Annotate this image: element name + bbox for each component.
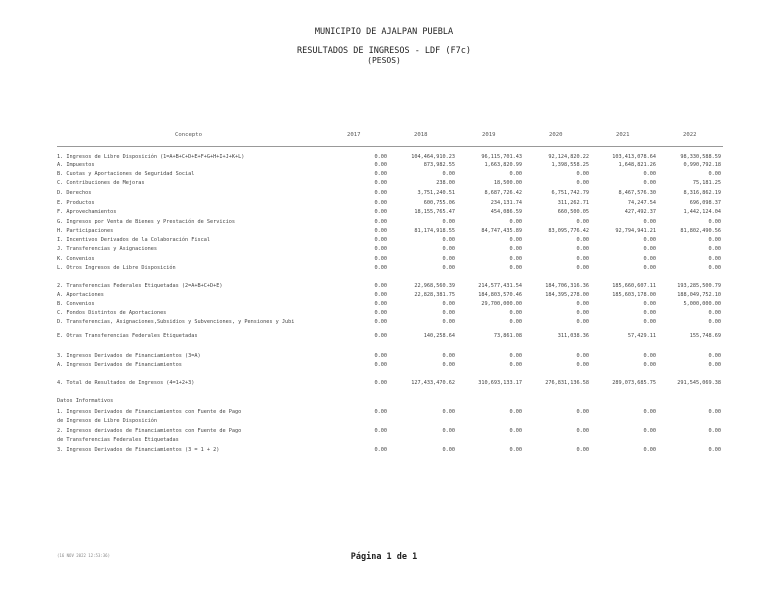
row-label: K. Convenios bbox=[57, 256, 95, 262]
row-value-2022: 0.00 bbox=[708, 353, 721, 359]
row-value-2017: 0.00 bbox=[374, 180, 387, 186]
row-value-2019: 234,131.74 bbox=[490, 200, 522, 206]
row-value-2021: 0.00 bbox=[643, 310, 656, 316]
row-label: A. Ingresos Derivados de Financiamientos bbox=[57, 362, 182, 368]
row-value-2018: 3,751,240.51 bbox=[417, 190, 455, 196]
row-label: J. Transferencias y Asignaciones bbox=[57, 246, 157, 252]
table-row bbox=[0, 265, 768, 273]
row-value-2019: 0.00 bbox=[509, 256, 522, 262]
row-value-2019: 0.00 bbox=[509, 319, 522, 325]
row-value-2018: 0.00 bbox=[442, 171, 455, 177]
row-value-2021: 0.00 bbox=[643, 246, 656, 252]
row-value-2021: 0.00 bbox=[643, 409, 656, 415]
row-value-2019: 73,861.08 bbox=[493, 333, 522, 339]
row-label: E. Productos bbox=[57, 200, 95, 206]
row-label: 1. Ingresos Derivados de Financiamientos con Fuente de Pago bbox=[57, 409, 242, 415]
row-value-2019: 310,693,133.17 bbox=[478, 380, 522, 386]
row-label: G. Ingresos por Venta de Bienes y Prestación de Servicios bbox=[57, 219, 236, 225]
row-value-2017: 0.00 bbox=[374, 190, 387, 196]
row-value-2018: 0.00 bbox=[442, 246, 455, 252]
row-label: 2. Transferencias Federales Etiquetadas (2=A+B+C+D+E) bbox=[57, 283, 223, 289]
row-value-2019: 0.00 bbox=[509, 362, 522, 368]
row-value-2018: 104,464,910.23 bbox=[411, 154, 455, 160]
row-value-2019: 184,803,570.46 bbox=[478, 292, 522, 298]
row-value-2019: 96,115,701.43 bbox=[481, 154, 522, 160]
row-value-2021: 0.00 bbox=[643, 319, 656, 325]
row-value-2018: 238.00 bbox=[436, 180, 455, 186]
row-label: de Ingresos de Libre Disposición bbox=[57, 418, 157, 424]
table-row bbox=[0, 237, 768, 245]
row-value-2019: 0.00 bbox=[509, 447, 522, 453]
table-row bbox=[0, 219, 768, 227]
row-value-2017: 0.00 bbox=[374, 219, 387, 225]
row-value-2021: 289,073,685.75 bbox=[612, 380, 656, 386]
row-label: 4. Total de Resultados de Ingresos (4=1+2+3) bbox=[57, 380, 195, 386]
table-row bbox=[0, 409, 768, 417]
row-label: D. Derechos bbox=[57, 190, 92, 196]
row-value-2018: 873,982.55 bbox=[423, 162, 455, 168]
row-value-2017: 0.00 bbox=[374, 447, 387, 453]
row-label: A. Impuestos bbox=[57, 162, 95, 168]
row-value-2017: 0.00 bbox=[374, 362, 387, 368]
column-header-2019: 2019 bbox=[482, 132, 496, 138]
table-row bbox=[0, 310, 768, 318]
column-header-concepto: Concepto bbox=[175, 132, 202, 138]
row-label: 3. Ingresos Derivados de Financiamientos (3=A) bbox=[57, 353, 201, 359]
table-row bbox=[0, 362, 768, 370]
row-value-2019: 0.00 bbox=[509, 353, 522, 359]
row-value-2018: 0.00 bbox=[442, 319, 455, 325]
row-value-2022: 0.00 bbox=[708, 237, 721, 243]
table-row bbox=[0, 180, 768, 188]
column-header-2020: 2020 bbox=[549, 132, 563, 138]
row-value-2020: 0.00 bbox=[576, 319, 589, 325]
row-value-2020: 276,831,136.58 bbox=[545, 380, 589, 386]
row-value-2022: 0.00 bbox=[708, 362, 721, 368]
row-value-2018: 81,174,918.55 bbox=[414, 228, 455, 234]
row-value-2017: 0.00 bbox=[374, 265, 387, 271]
row-value-2022: 98,330,588.59 bbox=[680, 154, 721, 160]
row-value-2020: 311,262.71 bbox=[557, 200, 589, 206]
row-value-2022: 0.00 bbox=[708, 171, 721, 177]
row-value-2020: 0.00 bbox=[576, 180, 589, 186]
row-value-2021: 0.00 bbox=[643, 171, 656, 177]
row-value-2017: 0.00 bbox=[374, 428, 387, 434]
row-value-2020: 6,751,742.79 bbox=[551, 190, 589, 196]
report-title: RESULTADOS DE INGRESOS - LDF (F7c) bbox=[297, 46, 471, 56]
table-row bbox=[0, 380, 768, 388]
table-row bbox=[0, 190, 768, 198]
row-value-2018: 0.00 bbox=[442, 219, 455, 225]
row-value-2018: 140,258.64 bbox=[423, 333, 455, 339]
row-value-2022: 0.00 bbox=[708, 246, 721, 252]
row-value-2020: 0.00 bbox=[576, 171, 589, 177]
row-value-2021: 0.00 bbox=[643, 353, 656, 359]
row-value-2019: 0.00 bbox=[509, 246, 522, 252]
row-value-2020: 0.00 bbox=[576, 409, 589, 415]
table-row bbox=[0, 353, 768, 361]
row-value-2019: 0.00 bbox=[509, 219, 522, 225]
row-value-2021: 0.00 bbox=[643, 256, 656, 262]
row-value-2018: 0.00 bbox=[442, 447, 455, 453]
table-row bbox=[0, 246, 768, 254]
row-label: L. Otros Ingresos de Libre Disposición bbox=[57, 265, 176, 271]
row-value-2020: 0.00 bbox=[576, 447, 589, 453]
row-value-2022: 81,802,490.56 bbox=[680, 228, 721, 234]
row-value-2021: 74,247.54 bbox=[627, 200, 656, 206]
row-value-2020: 0.00 bbox=[576, 362, 589, 368]
table-row bbox=[0, 154, 768, 162]
row-value-2022: 0.00 bbox=[708, 409, 721, 415]
print-timestamp: (16 NOV 2022 12:53:36) bbox=[57, 553, 110, 558]
column-header-2017: 2017 bbox=[347, 132, 361, 138]
row-value-2020: 0.00 bbox=[576, 219, 589, 225]
row-value-2017: 0.00 bbox=[374, 256, 387, 262]
row-value-2021: 0.00 bbox=[643, 265, 656, 271]
header-divider bbox=[57, 146, 723, 147]
row-value-2018: 600,755.06 bbox=[423, 200, 455, 206]
row-value-2019: 214,577,431.54 bbox=[478, 283, 522, 289]
row-value-2017: 0.00 bbox=[374, 246, 387, 252]
row-value-2018: 0.00 bbox=[442, 265, 455, 271]
table-row bbox=[0, 283, 768, 291]
row-value-2022: 8,316,862.19 bbox=[683, 190, 721, 196]
row-value-2019: 8,687,726.42 bbox=[484, 190, 522, 196]
table-row bbox=[0, 162, 768, 170]
row-label: I. Incentivos Derivados de la Colaboración Fiscal bbox=[57, 237, 211, 243]
row-value-2022: 0.00 bbox=[708, 447, 721, 453]
row-value-2021: 8,467,576.30 bbox=[618, 190, 656, 196]
row-value-2017: 0.00 bbox=[374, 283, 387, 289]
row-value-2017: 0.00 bbox=[374, 292, 387, 298]
row-value-2020: 1,398,558.25 bbox=[551, 162, 589, 168]
row-value-2018: 22,968,560.39 bbox=[414, 283, 455, 289]
row-label: H. Participaciones bbox=[57, 228, 114, 234]
row-value-2022: 0.00 bbox=[708, 219, 721, 225]
row-value-2018: 18,155,765.47 bbox=[414, 209, 455, 215]
row-value-2018: 0.00 bbox=[442, 301, 455, 307]
row-value-2021: 427,492.37 bbox=[624, 209, 656, 215]
table-row bbox=[0, 256, 768, 264]
row-value-2020: 92,124,820.22 bbox=[548, 154, 589, 160]
row-value-2018: 0.00 bbox=[442, 428, 455, 434]
row-value-2022: 155,748.69 bbox=[689, 333, 721, 339]
row-value-2018: 0.00 bbox=[442, 353, 455, 359]
row-value-2018: 0.00 bbox=[442, 256, 455, 262]
row-value-2017: 0.00 bbox=[374, 301, 387, 307]
row-value-2017: 0.00 bbox=[374, 333, 387, 339]
row-value-2021: 0.00 bbox=[643, 428, 656, 434]
row-value-2022: 0.00 bbox=[708, 256, 721, 262]
row-value-2022: 188,049,752.10 bbox=[677, 292, 721, 298]
row-label: de Transferencias Federales Etiquetadas bbox=[57, 437, 179, 443]
row-value-2019: 0.00 bbox=[509, 171, 522, 177]
row-value-2019: 0.00 bbox=[509, 409, 522, 415]
row-value-2021: 0.00 bbox=[643, 219, 656, 225]
row-value-2021: 92,794,941.21 bbox=[615, 228, 656, 234]
row-value-2020: 311,038.36 bbox=[557, 333, 589, 339]
row-label: A. Aportaciones bbox=[57, 292, 104, 298]
row-label: F. Aprovechamientos bbox=[57, 209, 117, 215]
row-value-2019: 454,086.59 bbox=[490, 209, 522, 215]
municipality-title: MUNICIPIO DE AJALPAN PUEBLA bbox=[314, 27, 454, 37]
table-row bbox=[0, 171, 768, 179]
row-value-2017: 0.00 bbox=[374, 237, 387, 243]
row-value-2019: 29,700,000.00 bbox=[481, 301, 522, 307]
row-value-2019: 0.00 bbox=[509, 265, 522, 271]
page-number: Página 1 de 1 bbox=[350, 552, 418, 562]
row-value-2020: 0.00 bbox=[576, 265, 589, 271]
row-value-2017: 0.00 bbox=[374, 154, 387, 160]
row-value-2022: 291,545,069.38 bbox=[677, 380, 721, 386]
row-value-2020: 0.00 bbox=[576, 301, 589, 307]
row-value-2021: 103,413,078.64 bbox=[612, 154, 656, 160]
row-value-2020: 184,395,278.00 bbox=[545, 292, 589, 298]
row-value-2018: 0.00 bbox=[442, 237, 455, 243]
row-value-2022: 0.00 bbox=[708, 428, 721, 434]
row-label: C. Fondos Distintos de Aportaciones bbox=[57, 310, 167, 316]
row-label: 3. Ingresos Derivados de Financiamientos (3 = 1 + 2) bbox=[57, 447, 220, 453]
row-value-2018: 0.00 bbox=[442, 409, 455, 415]
row-value-2019: 1,663,820.99 bbox=[484, 162, 522, 168]
row-label: E. Otras Transferencias Federales Etiquetadas bbox=[57, 333, 198, 339]
row-label: B. Convenios bbox=[57, 301, 95, 307]
row-value-2017: 0.00 bbox=[374, 310, 387, 316]
table-row bbox=[0, 437, 768, 445]
row-value-2020: 0.00 bbox=[576, 428, 589, 434]
column-header-2018: 2018 bbox=[414, 132, 428, 138]
table-row bbox=[0, 200, 768, 208]
row-value-2018: 0.00 bbox=[442, 362, 455, 368]
row-value-2021: 1,648,821.26 bbox=[618, 162, 656, 168]
row-value-2018: 127,433,470.62 bbox=[411, 380, 455, 386]
table-row bbox=[0, 292, 768, 300]
row-value-2022: 1,442,124.04 bbox=[683, 209, 721, 215]
table-row bbox=[0, 333, 768, 341]
row-value-2019: 0.00 bbox=[509, 428, 522, 434]
row-value-2018: 0.00 bbox=[442, 310, 455, 316]
row-value-2020: 0.00 bbox=[576, 237, 589, 243]
row-value-2020: 184,706,316.36 bbox=[545, 283, 589, 289]
row-value-2022: 0.00 bbox=[708, 319, 721, 325]
row-value-2022: 193,285,500.79 bbox=[677, 283, 721, 289]
table-row bbox=[0, 209, 768, 217]
row-value-2021: 0.00 bbox=[643, 180, 656, 186]
row-label: Datos Informativos bbox=[57, 398, 114, 404]
row-value-2020: 0.00 bbox=[576, 246, 589, 252]
row-value-2021: 0.00 bbox=[643, 447, 656, 453]
row-value-2022: 75,181.25 bbox=[692, 180, 721, 186]
row-value-2021: 57,429.11 bbox=[627, 333, 656, 339]
row-value-2019: 84,747,435.89 bbox=[481, 228, 522, 234]
row-value-2017: 0.00 bbox=[374, 409, 387, 415]
table-row bbox=[0, 418, 768, 426]
row-value-2021: 0.00 bbox=[643, 362, 656, 368]
row-value-2019: 0.00 bbox=[509, 237, 522, 243]
row-label: B. Cuotas y Aportaciones de Seguridad Social bbox=[57, 171, 195, 177]
row-value-2019: 0.00 bbox=[509, 310, 522, 316]
table-row bbox=[0, 447, 768, 455]
row-value-2022: 0.00 bbox=[708, 265, 721, 271]
table-row bbox=[0, 319, 768, 327]
row-value-2017: 0.00 bbox=[374, 200, 387, 206]
row-value-2022: 0.00 bbox=[708, 310, 721, 316]
row-value-2017: 0.00 bbox=[374, 228, 387, 234]
row-value-2021: 0.00 bbox=[643, 237, 656, 243]
row-value-2017: 0.00 bbox=[374, 319, 387, 325]
row-value-2020: 0.00 bbox=[576, 310, 589, 316]
row-value-2022: 5,000,000.00 bbox=[683, 301, 721, 307]
row-value-2017: 0.00 bbox=[374, 162, 387, 168]
row-value-2022: 696,098.37 bbox=[689, 200, 721, 206]
report-units: (PESOS) bbox=[367, 56, 401, 65]
table-row bbox=[0, 398, 768, 406]
column-header-2021: 2021 bbox=[616, 132, 630, 138]
row-label: 2. Ingresos derivados de Financiamientos con Fuente de Pago bbox=[57, 428, 242, 434]
row-label: 1. Ingresos de Libre Disposición (1=A+B+C+D+E+F+G+H+I+J+K+L) bbox=[57, 154, 245, 160]
row-value-2021: 0.00 bbox=[643, 301, 656, 307]
row-value-2020: 660,500.05 bbox=[557, 209, 589, 215]
table-row bbox=[0, 428, 768, 436]
row-value-2019: 18,500.00 bbox=[493, 180, 522, 186]
row-value-2018: 22,828,381.75 bbox=[414, 292, 455, 298]
row-value-2017: 0.00 bbox=[374, 171, 387, 177]
row-value-2020: 0.00 bbox=[576, 353, 589, 359]
row-value-2017: 0.00 bbox=[374, 380, 387, 386]
table-row bbox=[0, 301, 768, 309]
row-value-2021: 185,660,607.11 bbox=[612, 283, 656, 289]
row-value-2020: 0.00 bbox=[576, 256, 589, 262]
row-value-2017: 0.00 bbox=[374, 209, 387, 215]
row-value-2017: 0.00 bbox=[374, 353, 387, 359]
table-row bbox=[0, 228, 768, 236]
row-value-2021: 185,603,178.00 bbox=[612, 292, 656, 298]
row-value-2022: 0,990,792.18 bbox=[683, 162, 721, 168]
column-header-2022: 2022 bbox=[683, 132, 697, 138]
row-value-2020: 83,095,776.42 bbox=[548, 228, 589, 234]
row-label: D. Transferencias, Asignaciones,Subsidios y Subvenciones, y Pensiones y Jubi bbox=[57, 319, 295, 325]
row-label: C. Contribuciones de Mejoras bbox=[57, 180, 145, 186]
